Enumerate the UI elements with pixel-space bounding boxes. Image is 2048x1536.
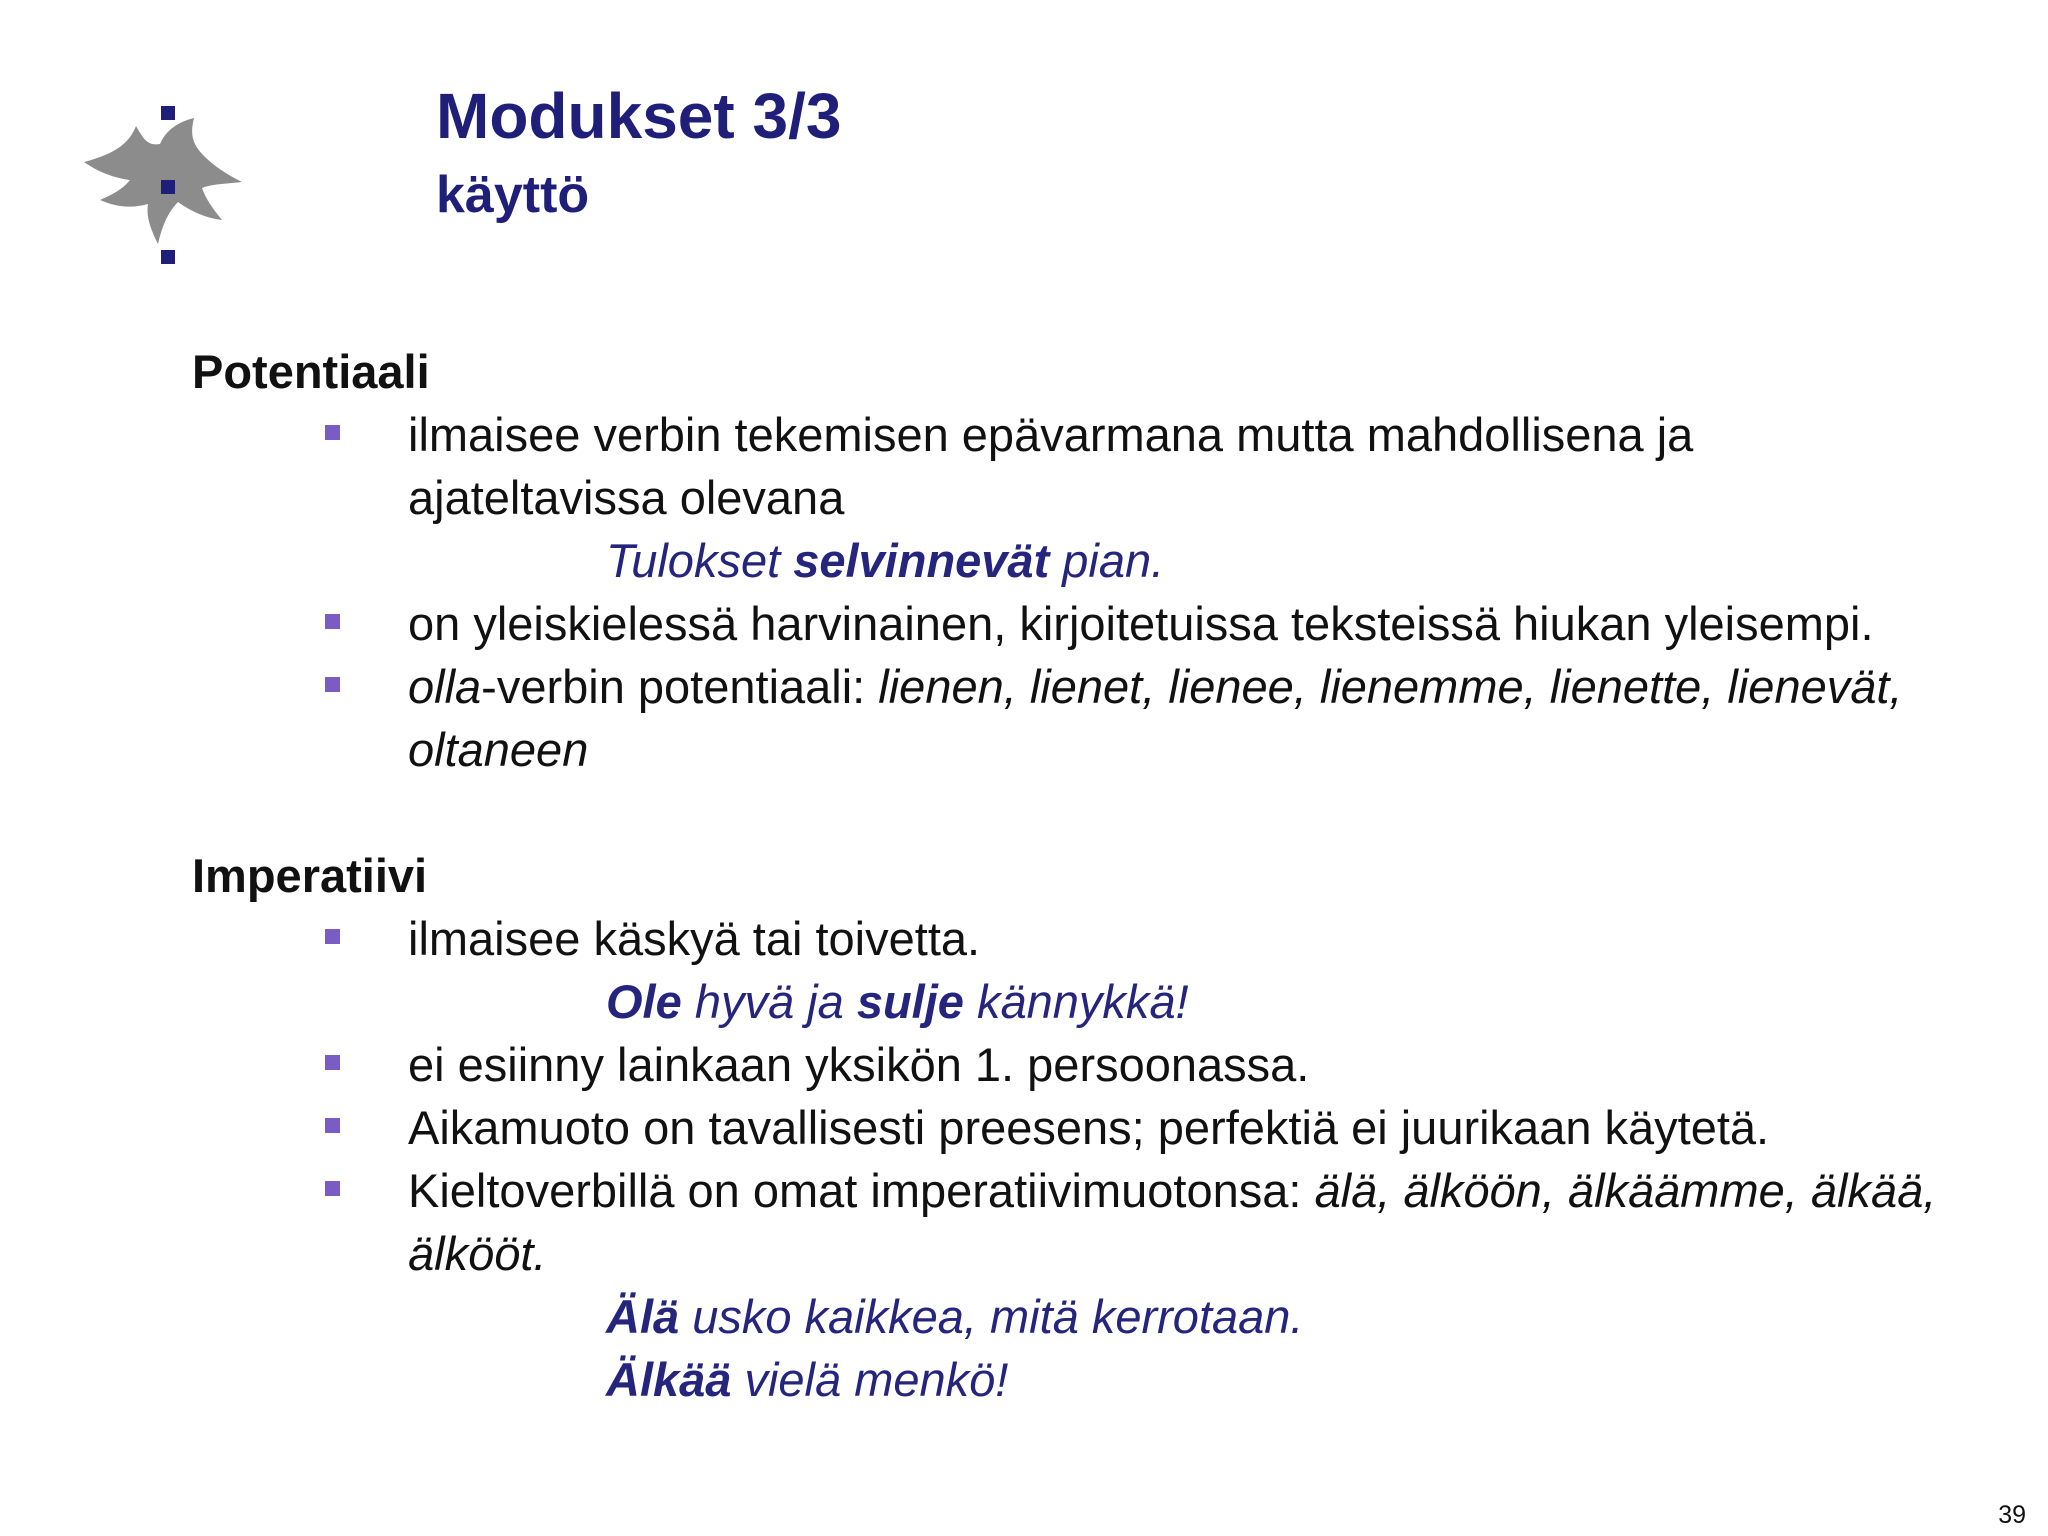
example-text: pian. (1049, 534, 1165, 587)
bullet-item (192, 1096, 1952, 1159)
example-sentence (192, 1285, 1952, 1348)
example-emphasis: selvinnevät (793, 534, 1050, 587)
example-sentence (192, 1348, 1952, 1411)
square-bullet-icon (325, 425, 340, 440)
bullet-text: -verbin potentiaali: (481, 660, 879, 713)
bullet-item (192, 403, 1952, 529)
example-text: hyvä ja (681, 975, 857, 1028)
bullet-item (192, 655, 1952, 781)
example-text: kännykkä! (963, 975, 1189, 1028)
example-text: usko kaikkea, mitä kerrotaan. (679, 1290, 1304, 1343)
example-text: Tulokset (606, 534, 794, 587)
bullet-text: on yleiskielessä harvinainen, kirjoitetuissa teksteissä hiukan yleisempi. (408, 597, 1874, 650)
bullet-text: Kieltoverbillä on omat imperatiivimuotonsa: (408, 1164, 1315, 1217)
square-bullet-icon (325, 677, 340, 692)
university-logo (74, 104, 254, 264)
square-bullet-icon (325, 1118, 340, 1133)
bullet-text: Aikamuoto on tavallisesti preesens; perfektiä ei juurikaan käytetä. (408, 1101, 1770, 1154)
example-sentence (192, 970, 1952, 1033)
example-emphasis: sulje (856, 975, 964, 1028)
example-emphasis: Ole (606, 975, 682, 1028)
square-bullet-icon (325, 614, 340, 629)
bullet-text: ilmaisee verbin tekemisen epävarmana mutta mahdollisena ja ajateltavissa olevana (408, 408, 1694, 524)
example-sentence (192, 529, 1952, 592)
bullet-item (192, 1159, 1952, 1285)
slide-title: Modukset 3/3 (436, 80, 842, 152)
section-imperatiivi (192, 844, 1952, 1411)
bullet-italic-forms: lienen, lienet, lienee, lienemme, lienette, lienevät, oltaneen (408, 660, 1903, 776)
section-heading: Potentiaali (192, 345, 430, 398)
example-emphasis: Älä (606, 1290, 680, 1343)
bullet-text: ei esiinny lainkaan yksikön 1. persoonassa. (408, 1038, 1310, 1091)
page-number: 39 (1998, 1501, 2026, 1529)
logo-square-bottom (161, 250, 175, 264)
bullet-italic-forms: älä, älköön, älkäämme, älkää, älkööt. (408, 1164, 1937, 1280)
square-bullet-icon (325, 1181, 340, 1196)
section-potentiaali (192, 340, 1952, 781)
bullet-item (192, 592, 1952, 655)
bullet-text: ilmaisee käskyä tai toivetta. (408, 912, 981, 965)
slide-subtitle: käyttö (436, 166, 590, 224)
square-bullet-icon (325, 1055, 340, 1070)
logo-square-middle (161, 180, 175, 194)
square-bullet-icon (325, 929, 340, 944)
university-flame-logo-icon (74, 104, 254, 264)
bullet-italic-lead: olla (408, 660, 482, 713)
logo-square-top (161, 106, 175, 120)
example-text: vielä menkö! (731, 1353, 1009, 1406)
section-heading: Imperatiivi (192, 849, 428, 902)
example-emphasis: Älkää (606, 1353, 732, 1406)
bullet-item (192, 907, 1952, 970)
slide-content (192, 340, 1952, 1474)
bullet-item (192, 1033, 1952, 1096)
